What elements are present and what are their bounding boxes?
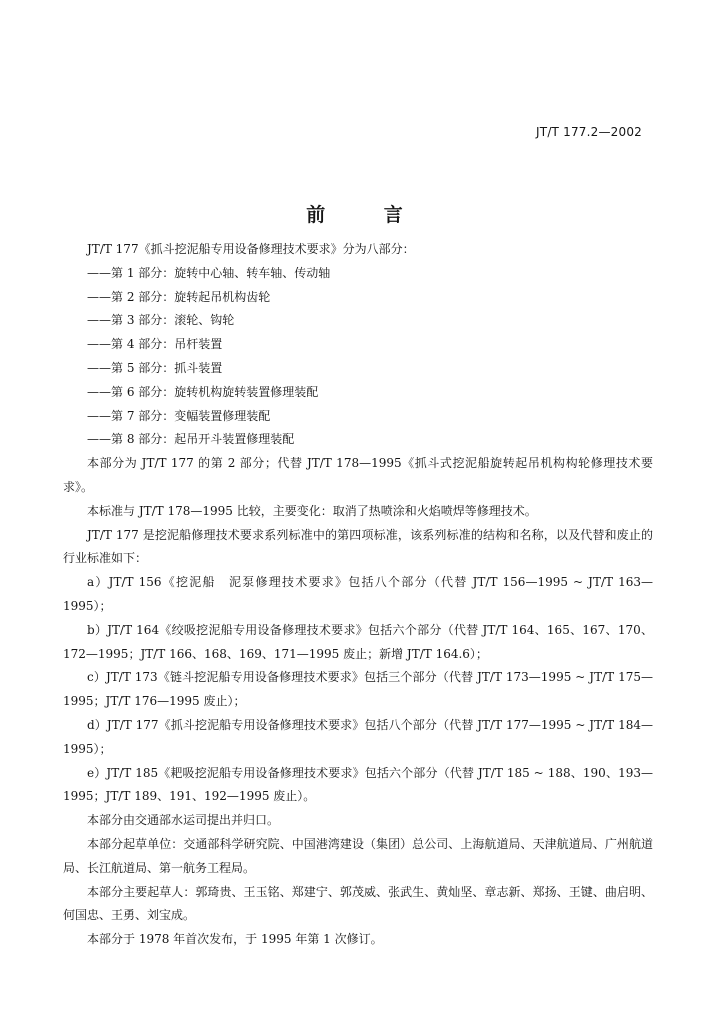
page-title: 前 言: [306, 204, 429, 226]
part-list-item: ——第 2 部分：旋转起吊机构齿轮: [87, 289, 271, 304]
drafting-units-paragraph: 本部分起草单位：交通部科学研究院、中国港湾建设（集团）总公司、上海航道局、天津航道局、广州航道局、长江航道局、第一航务工程局。: [63, 836, 653, 875]
part-list-item: ——第 7 部分：变幅装置修理装配: [87, 408, 271, 423]
foreword-body: [63, 238, 653, 952]
part-list-item: ——第 3 部分：滚轮、钩轮: [87, 313, 235, 328]
part-list-item: ——第 8 部分：起吊开斗装置修理装配: [87, 432, 295, 447]
history-paragraph: 本部分于 1978 年首次发布，于 1995 年第 1 次修订。: [87, 932, 383, 947]
series-item-c: c）JT/T 173《链斗挖泥船专用设备修理技术要求》包括三个部分（代替 JT/T 173—1995 ~ JT/T 175—1995；JT/T 176—1995 废止）；: [63, 670, 653, 709]
part-list-item: ——第 6 部分：旋转机构旋转装置修理装配: [87, 384, 319, 399]
changes-paragraph: 本标准与 JT/T 178—1995 比较，主要变化：取消了热喷涂和火焰喷焊等修理技术。: [87, 503, 537, 518]
drafters-paragraph: 本部分主要起草人：郭琦贵、王玉铭、郑建宁、郭茂威、张武生、黄灿坚、章志新、郑扬、王键、曲启明、何国忠、王勇、刘宝成。: [63, 884, 653, 923]
series-item-a: a）JT/T 156《挖泥船 泥泵修理技术要求》包括八个部分（代替 JT/T 156—1995 ~ JT/T 163—1995）；: [63, 575, 653, 613]
series-item-e: e）JT/T 185《耙吸挖泥船专用设备修理技术要求》包括六个部分（代替 JT/T 185 ~ 188、190、193—1995；JT/T 189、191、192—1995 废止）。: [63, 765, 653, 804]
part-list-item: ——第 5 部分：抓斗装置: [87, 360, 223, 375]
replaces-paragraph: 本部分为 JT/T 177 的第 2 部分；代替 JT/T 178—1995《抓斗式挖泥船旋转起吊机构构轮修理技术要求》。: [63, 456, 653, 494]
intro-paragraph: JT/T 177《抓斗挖泥船专用设备修理技术要求》分为八部分：: [87, 242, 415, 256]
series-item-d: d）JT/T 177《抓斗挖泥船专用设备修理技术要求》包括八个部分（代替 JT/T 177—1995 ~ JT/T 184—1995）；: [63, 717, 653, 756]
series-paragraph: JT/T 177 是挖泥船修理技术要求系列标准中的第四项标准，该系列标准的结构和名称，以及代替和废止的行业标准如下：: [63, 527, 653, 566]
standard-code: JT/T 177.2—2002: [536, 125, 642, 139]
part-list-item: ——第 1 部分：旋转中心轴、转车轴、传动轴: [87, 265, 331, 280]
part-list-item: ——第 4 部分：吊杆装置: [87, 337, 223, 352]
proposer-paragraph: 本部分由交通部水运司提出并归口。: [87, 813, 280, 828]
series-item-b: b）JT/T 164《绞吸挖泥船专用设备修理技术要求》包括六个部分（代替 JT/T 164、165、167、170、172—1995；JT/T 166、168、169、171—1995 废止；新增 JT/T 164.6）；: [63, 622, 653, 661]
